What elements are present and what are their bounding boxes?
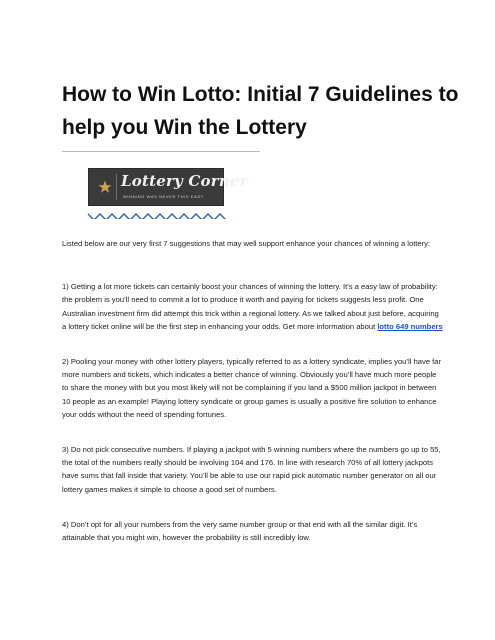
title-divider bbox=[62, 151, 260, 152]
tip-paragraph-2: 2) Pooling your money with other lottery players, typically referred to as a lottery syndicate, implies you’ll have far more numbers and tickets, which indicates a better chance of winning. Obviously you’ll have much more people to share the money with but you most likely will not be complaining if you land a $500 million jackpot in between 10 people as an example! Playing lottery syndicate or group games is usually a positive fire solution to enhance your odds without the need of spending fortunes. bbox=[62, 357, 442, 419]
logo-tagline: WINNING WAS NEVER THIS EASY bbox=[123, 194, 204, 199]
lotto-649-link[interactable]: lotto 649 numbers bbox=[377, 321, 443, 331]
logo-name: Lottery Corner bbox=[121, 172, 248, 190]
intro-paragraph: Listed below are our very first 7 suggestions that may well support enhance your chances of winning a lottery: bbox=[62, 239, 431, 248]
tip-paragraph-1 bbox=[62, 280, 444, 333]
decorative-border-strip bbox=[86, 209, 228, 219]
tip-paragraph-3: 3) Do not pick consecutive numbers. If playing a jackpot with 5 winning numbers where the numbers go up to 55, the total of the numbers really should be involving 104 and 176. In line with research 70% of all lottery jackpots have sums that fall inside that variety. You’ll be able to use our rapid pick automatic number generator on all our lottery games makes it simple to choose a good set of numbers. bbox=[62, 445, 441, 494]
article-body bbox=[62, 237, 444, 566]
tip-text: 1) Getting a lot more tickets can certainly boost your chances of winning the lottery. It’s a easy law of probability: the problem is you’ll need to commit a lot to produce it worth and paying for tickets suggests less profit. One Australian investment firm did attempt this trick within a regional lottery. As we talked about just before, acquiring a lottery ticket online will be the first step in enhancing your odds. Get more information about bbox=[62, 282, 439, 331]
star-icon bbox=[94, 174, 117, 200]
lottery-corner-logo bbox=[88, 168, 248, 206]
tip-paragraph-4: 4) Don’t opt for all your numbers from the very same number group or that end with all the similar digit. It’s attainable that you might win, however the probability is still incredibly low. bbox=[62, 519, 418, 543]
page-title: How to Win Lotto: Initial 7 Guidelines to help you Win the Lottery bbox=[62, 83, 459, 139]
